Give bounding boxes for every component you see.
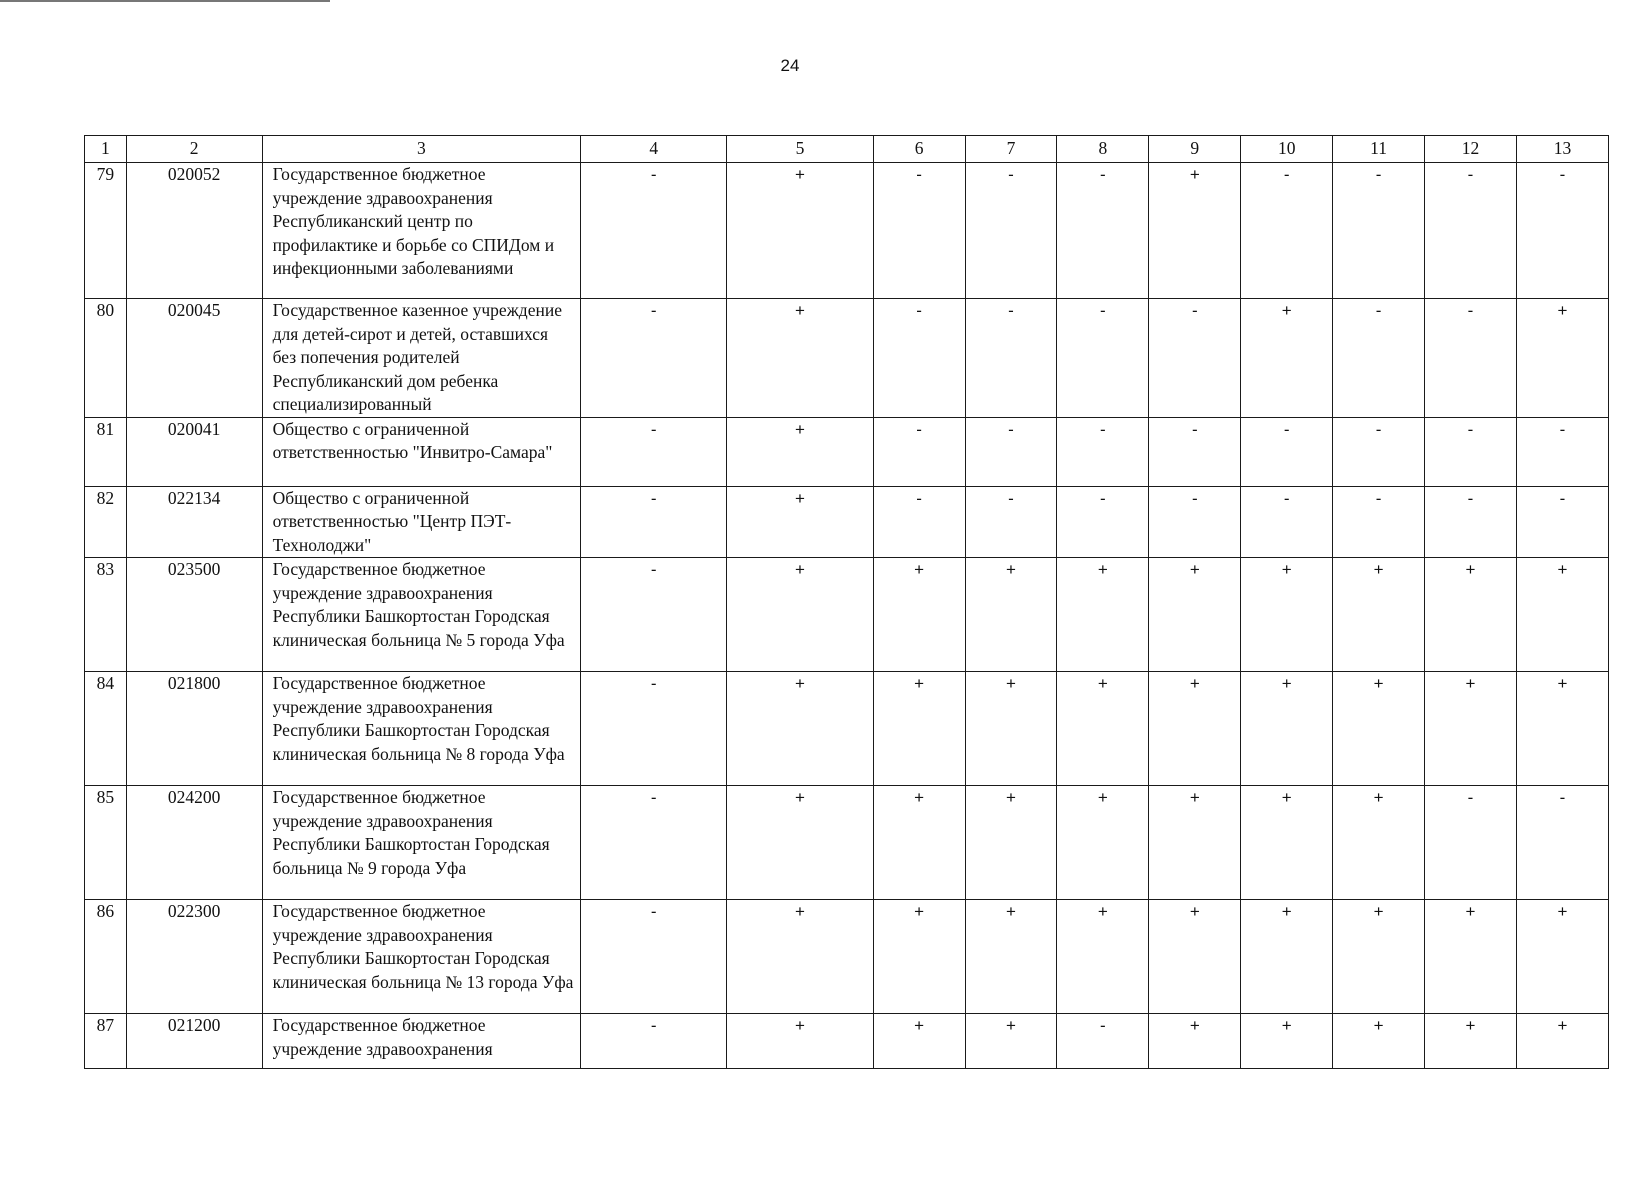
org-name-cell: Государственное бюджетное учреждение здравоохранения Республики Башкортостан Городская больница № 9 города Уфа: [262, 786, 581, 900]
mark-cell: -: [1241, 486, 1333, 558]
org-name-cell: Государственное бюджетное учреждение здравоохранения Республики Башкортостан Городская клиническая больница № 8 города Уфа: [262, 672, 581, 786]
mark-cell: +: [965, 1014, 1057, 1069]
mark-cell: -: [1425, 486, 1517, 558]
mark-cell: +: [727, 1014, 873, 1069]
table-row: [85, 486, 1609, 558]
mark-cell: +: [727, 672, 873, 786]
mark-cell: +: [727, 299, 873, 418]
header-cell: 13: [1516, 136, 1608, 163]
org-code-cell: 020045: [126, 299, 262, 418]
mark-cell: +: [727, 900, 873, 1014]
mark-cell: +: [873, 900, 965, 1014]
mark-cell: +: [965, 786, 1057, 900]
header-cell: 7: [965, 136, 1057, 163]
mark-cell: -: [965, 417, 1057, 486]
mark-cell: +: [1425, 672, 1517, 786]
mark-cell: +: [1333, 672, 1425, 786]
header-cell: 4: [581, 136, 727, 163]
mark-cell: +: [873, 558, 965, 672]
mark-cell: +: [1425, 558, 1517, 672]
org-name-cell: Государственное бюджетное учреждение здравоохранения Республики Башкортостан Городская клиническая больница № 13 города Уфа: [262, 900, 581, 1014]
mark-cell: -: [1516, 163, 1608, 299]
org-code-cell: 020052: [126, 163, 262, 299]
mark-cell: -: [1149, 486, 1241, 558]
mark-cell: -: [1333, 299, 1425, 418]
mark-cell: -: [873, 163, 965, 299]
mark-cell: +: [965, 900, 1057, 1014]
mark-cell: -: [1057, 486, 1149, 558]
mark-cell: +: [873, 672, 965, 786]
mark-cell: +: [1057, 672, 1149, 786]
mark-cell: +: [873, 1014, 965, 1069]
mark-cell: +: [1241, 672, 1333, 786]
mark-cell: -: [1333, 417, 1425, 486]
header-cell: 5: [727, 136, 873, 163]
mark-cell: -: [873, 417, 965, 486]
mark-cell: +: [1516, 900, 1608, 1014]
mark-cell: +: [965, 672, 1057, 786]
org-code-cell: 024200: [126, 786, 262, 900]
mark-cell: +: [1241, 1014, 1333, 1069]
mark-cell: +: [1241, 299, 1333, 418]
org-name-cell: Общество с ограниченной ответственностью "Центр ПЭТ-Технолоджи": [262, 486, 581, 558]
org-name-cell: Государственное бюджетное учреждение здравоохранения: [262, 1014, 581, 1069]
mark-cell: +: [727, 163, 873, 299]
mark-cell: +: [1425, 1014, 1517, 1069]
mark-cell: +: [1333, 1014, 1425, 1069]
mark-cell: +: [1241, 900, 1333, 1014]
row-number-cell: 84: [85, 672, 127, 786]
mark-cell: -: [1057, 417, 1149, 486]
mark-cell: +: [965, 558, 1057, 672]
mark-cell: +: [1516, 558, 1608, 672]
mark-cell: -: [1425, 417, 1517, 486]
page-number: 24: [780, 56, 800, 75]
mark-cell: -: [581, 486, 727, 558]
header-cell: 1: [85, 136, 127, 163]
org-name-cell: Государственное бюджетное учреждение здравоохранения Республиканский центр по профилактике и борьбе со СПИДом и инфекционными заболеваниями: [262, 163, 581, 299]
table-row: [85, 672, 1609, 786]
mark-cell: +: [1333, 786, 1425, 900]
mark-cell: -: [581, 672, 727, 786]
header-cell: 6: [873, 136, 965, 163]
mark-cell: -: [1516, 786, 1608, 900]
org-code-cell: 022134: [126, 486, 262, 558]
mark-cell: +: [1149, 672, 1241, 786]
table-row: [85, 900, 1609, 1014]
mark-cell: -: [965, 163, 1057, 299]
org-code-cell: 023500: [126, 558, 262, 672]
org-code-cell: 021800: [126, 672, 262, 786]
mark-cell: -: [581, 786, 727, 900]
row-number-cell: 83: [85, 558, 127, 672]
mark-cell: +: [1333, 900, 1425, 1014]
mark-cell: -: [965, 299, 1057, 418]
mark-cell: -: [1425, 163, 1517, 299]
table-row: [85, 163, 1609, 299]
column-number-header: [85, 136, 1609, 163]
mark-cell: +: [1516, 299, 1608, 418]
table-row: [85, 1014, 1609, 1069]
mark-cell: -: [1241, 163, 1333, 299]
header-cell: 2: [126, 136, 262, 163]
header-cell: 12: [1425, 136, 1517, 163]
row-number-cell: 81: [85, 417, 127, 486]
header-cell: 8: [1057, 136, 1149, 163]
mark-cell: -: [1149, 417, 1241, 486]
table-row: [85, 558, 1609, 672]
mark-cell: +: [727, 786, 873, 900]
mark-cell: -: [873, 299, 965, 418]
mark-cell: -: [1516, 486, 1608, 558]
mark-cell: -: [581, 163, 727, 299]
row-number-cell: 80: [85, 299, 127, 418]
mark-cell: +: [1149, 786, 1241, 900]
org-name-cell: Государственное бюджетное учреждение здравоохранения Республики Башкортостан Городская клиническая больница № 5 города Уфа: [262, 558, 581, 672]
row-number-cell: 82: [85, 486, 127, 558]
mark-cell: +: [727, 486, 873, 558]
mark-cell: +: [1149, 1014, 1241, 1069]
mark-cell: -: [581, 900, 727, 1014]
mark-cell: +: [727, 417, 873, 486]
org-name-cell: Общество с ограниченной ответственностью "Инвитро-Самара": [262, 417, 581, 486]
mark-cell: -: [1333, 163, 1425, 299]
registry-table: [84, 135, 1609, 1069]
mark-cell: +: [1516, 1014, 1608, 1069]
mark-cell: +: [1057, 558, 1149, 672]
org-code-cell: 020041: [126, 417, 262, 486]
mark-cell: -: [1333, 486, 1425, 558]
mark-cell: -: [1057, 299, 1149, 418]
mark-cell: +: [1241, 558, 1333, 672]
org-name-cell: Государственное казенное учреждение для детей-сирот и детей, оставшихся без попечения родителей Республиканский дом ребенка специализированный: [262, 299, 581, 418]
mark-cell: +: [727, 558, 873, 672]
mark-cell: -: [581, 417, 727, 486]
mark-cell: -: [581, 1014, 727, 1069]
scan-edge-line: [0, 0, 330, 2]
mark-cell: +: [1241, 786, 1333, 900]
org-code-cell: 022300: [126, 900, 262, 1014]
mark-cell: -: [1241, 417, 1333, 486]
row-number-cell: 79: [85, 163, 127, 299]
mark-cell: -: [581, 558, 727, 672]
mark-cell: -: [1057, 1014, 1149, 1069]
table-row: [85, 417, 1609, 486]
table-row: [85, 299, 1609, 418]
org-code-cell: 021200: [126, 1014, 262, 1069]
row-number-cell: 85: [85, 786, 127, 900]
mark-cell: +: [1425, 900, 1517, 1014]
row-number-cell: 87: [85, 1014, 127, 1069]
mark-cell: +: [1333, 558, 1425, 672]
mark-cell: -: [965, 486, 1057, 558]
row-number-cell: 86: [85, 900, 127, 1014]
mark-cell: -: [1425, 786, 1517, 900]
mark-cell: +: [1057, 900, 1149, 1014]
mark-cell: +: [1149, 558, 1241, 672]
mark-cell: +: [1057, 786, 1149, 900]
mark-cell: +: [873, 786, 965, 900]
mark-cell: -: [581, 299, 727, 418]
mark-cell: +: [1149, 163, 1241, 299]
mark-cell: -: [1425, 299, 1517, 418]
header-cell: 9: [1149, 136, 1241, 163]
mark-cell: +: [1149, 900, 1241, 1014]
mark-cell: -: [1057, 163, 1149, 299]
mark-cell: +: [1516, 672, 1608, 786]
mark-cell: -: [873, 486, 965, 558]
header-cell: 11: [1333, 136, 1425, 163]
table-body: [85, 163, 1609, 1069]
header-cell: 3: [262, 136, 581, 163]
table-row: [85, 786, 1609, 900]
mark-cell: -: [1516, 417, 1608, 486]
mark-cell: -: [1149, 299, 1241, 418]
header-cell: 10: [1241, 136, 1333, 163]
